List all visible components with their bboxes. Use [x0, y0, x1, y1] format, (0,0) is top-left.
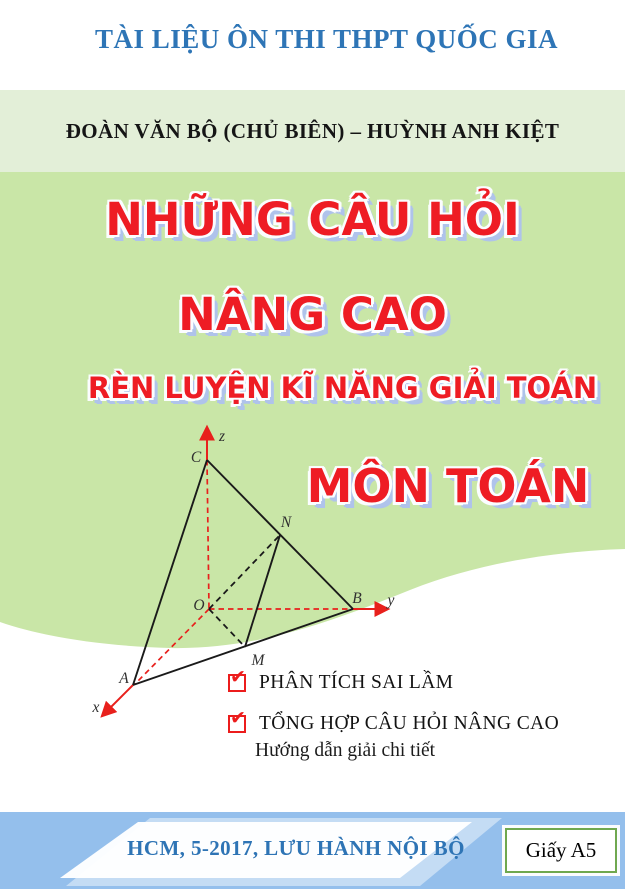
label-y: y — [387, 592, 395, 609]
check-icon: ✔ — [230, 666, 246, 688]
subtitle: RÈN LUYỆN KĨ NĂNG GIẢI TOÁN — [87, 371, 598, 405]
red-dashed-lines — [135, 460, 351, 684]
checkbox-checked — [228, 707, 246, 733]
paper-size-box — [505, 828, 617, 873]
feature-label: TỔNG HỢP CÂU HỎI NÂNG CAO — [259, 713, 560, 734]
label-B: B — [352, 590, 362, 607]
label-N: N — [280, 514, 292, 531]
checkbox-checked — [228, 666, 246, 692]
imprint-text: HCM, 5-2017, LƯU HÀNH NỘI BỘ — [127, 836, 465, 860]
triangle-edges — [133, 460, 353, 688]
x-axis — [102, 685, 133, 716]
black-dashed-lines — [209, 535, 280, 647]
author-band — [0, 90, 625, 172]
header-title: TÀI LIỆU ÔN THI THPT QUỐC GIA — [94, 24, 559, 54]
paper-size-label: Giấy A5 — [525, 838, 597, 862]
subject-title: MÔN TOÁN — [306, 459, 590, 513]
label-C: C — [190, 449, 202, 466]
main-title-line1: NHỮNG CÂU HỎI — [105, 193, 520, 246]
label-M: M — [251, 652, 265, 669]
footer-band — [0, 812, 625, 889]
feature-item-1 — [228, 666, 454, 694]
authors-text: ĐOÀN VĂN BỘ (CHỦ BIÊN) – HUỲNH ANH KIỆT — [65, 118, 560, 143]
main-title-line2: NÂNG CAO — [178, 288, 447, 341]
feature-note: Hướng dẫn giải chi tiết — [255, 740, 436, 761]
feature-label: PHÂN TÍCH SAI LẦM — [259, 672, 454, 693]
label-x: x — [92, 699, 100, 716]
label-O: O — [193, 597, 205, 614]
check-icon: ✔ — [230, 707, 246, 729]
feature-item-2 — [228, 707, 560, 735]
label-z: z — [218, 428, 226, 445]
label-A: A — [119, 670, 129, 687]
